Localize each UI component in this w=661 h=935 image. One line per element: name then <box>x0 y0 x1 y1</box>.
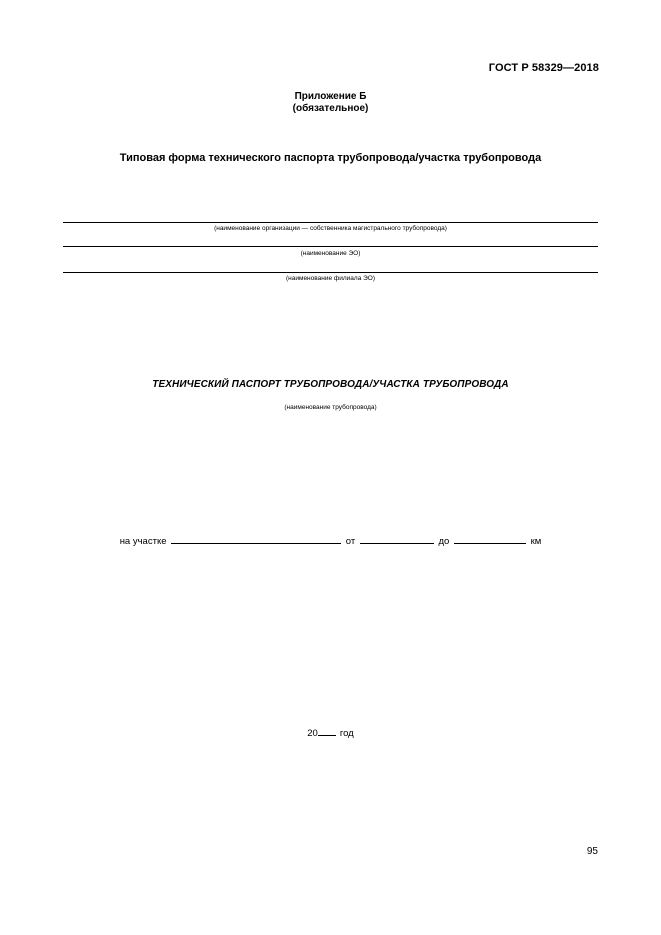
branch-fill-line[interactable] <box>63 272 598 273</box>
year-row <box>0 726 661 739</box>
passport-title: ТЕХНИЧЕСКИЙ ПАСПОРТ ТРУБОПРОВОДА/УЧАСТКА ТРУБОПРОВОДА <box>152 379 509 390</box>
section-from-blank[interactable] <box>360 534 434 544</box>
eo-fill-line[interactable] <box>63 246 598 247</box>
eo-caption: (наименование ЭО) <box>300 250 361 257</box>
organization-fill-line[interactable] <box>63 222 598 223</box>
form-title: Типовая форма технического паспорта трубопровода/участка трубопровода <box>119 152 542 164</box>
appendix-title: Приложение Б <box>294 91 367 102</box>
year-suffix: год <box>339 728 354 739</box>
branch-caption: (наименование филиала ЭО) <box>285 275 376 282</box>
standard-code: ГОСТ Р 58329—2018 <box>488 62 599 74</box>
section-to-blank[interactable] <box>454 534 526 544</box>
section-row <box>0 534 661 547</box>
section-from-label: от <box>345 536 356 547</box>
year-blank[interactable] <box>318 726 336 736</box>
pipeline-name-caption: (наименование трубопровода) <box>284 404 377 411</box>
section-unit: км <box>530 536 542 547</box>
section-to-label: до <box>438 536 450 547</box>
appendix-status: (обязательное) <box>292 103 369 114</box>
page-number: 95 <box>586 846 598 857</box>
section-prefix: на участке <box>119 536 167 547</box>
year-prefix: 20 <box>307 728 318 739</box>
organization-caption: (наименование организации — собственника магистрального трубопровода) <box>214 225 447 232</box>
appendix-heading <box>0 91 661 115</box>
section-name-blank[interactable] <box>171 534 341 544</box>
